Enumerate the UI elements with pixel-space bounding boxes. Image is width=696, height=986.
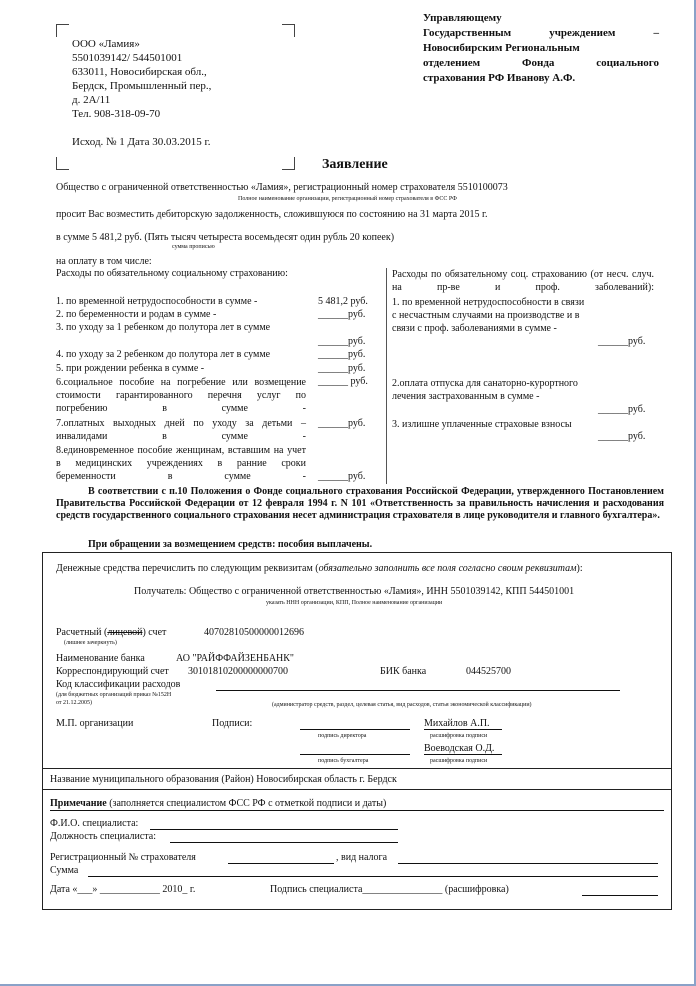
- left-item: 1. по временной нетрудоспособности в сумме -: [56, 296, 258, 307]
- left-item: 3. по уходу за 1 ребенком до полутора лет в сумме: [56, 322, 271, 333]
- column-divider: [386, 268, 387, 484]
- bank-name-label: Наименование банка: [56, 653, 145, 664]
- addressee-line: Новосибирским Региональным: [423, 42, 580, 54]
- left-item: 7.оплатных выходных дней по уходу за детьми – инвалидами в сумме -: [56, 418, 306, 442]
- left-amount: ______руб.: [318, 336, 366, 347]
- note-underline: [50, 810, 664, 811]
- specialist-sign-field[interactable]: Подпись специалиста________________ (расшифровка): [270, 884, 509, 895]
- right-item: 1. по временной нетрудоспособности в связи с несчастным случаями на производстве и в связи с проф. заболеваниями в сумме -: [392, 297, 585, 334]
- accountant-caption: подпись бухгалтера: [318, 758, 369, 764]
- sender-line: 633011, Новосибирская обл.,: [72, 66, 207, 78]
- right-item: 3. излишне уплаченные страховые взносы: [392, 419, 572, 430]
- corner-mark: [282, 24, 295, 37]
- kbk-underline: [216, 690, 620, 691]
- fio-label: Ф.И.О. специалиста:: [50, 818, 139, 829]
- kbk-note: (для бюджетных организаций приказ №152Н: [56, 692, 172, 698]
- decode-line: [582, 895, 658, 896]
- right-header: Расходы по обязательному соц. страхованию (от несч. случ. на пр-ве и проф. заболеваний):: [392, 269, 654, 293]
- reg-field[interactable]: [228, 863, 334, 864]
- left-amount: ______руб.: [318, 418, 366, 429]
- addressee-line: отделением Фонда социального: [423, 57, 659, 69]
- left-amount: ______руб.: [318, 471, 366, 482]
- corner-mark: [282, 157, 295, 170]
- reg-label: Регистрационный № страхователя: [50, 852, 196, 863]
- sender-line: ООО «Ламия»: [72, 38, 140, 50]
- left-item: 6.социальное пособие на погребение или возмещение стоимости гарантированного перечня услуг по погребению в сумме -: [56, 377, 306, 414]
- intro-note: Полное наименование организации, регистрационный номер страхователя в ФСС РФ: [238, 196, 457, 202]
- note-title: Примечание (заполняется специалистом ФСС РФ с отметкой подписи и даты): [50, 798, 387, 809]
- intro-line: на оплату в том числе:: [56, 256, 152, 267]
- left-header: Расходы по обязательному социальному страхованию:: [56, 268, 288, 279]
- tax-label: , вид налога: [336, 852, 388, 863]
- left-item: 2. по беременности и родам в сумме -: [56, 309, 217, 320]
- left-amount: 5 481,2 руб.: [318, 296, 368, 307]
- kbk-caption: (администратор средств, раздел, целевая статья, вид расходов, статья экономической классификации): [272, 702, 532, 708]
- recipient-note: указать ННН организации, КПП, Полное наименование организации: [266, 600, 443, 606]
- position-field[interactable]: [170, 842, 398, 843]
- accountant-sign-line: [300, 754, 410, 755]
- right-amount: ______руб.: [598, 431, 646, 442]
- director-name-line: [424, 729, 502, 730]
- municipal-text: Название муниципального образования (Район) Новосибирская область г. Бердск: [50, 774, 397, 785]
- addressee-line: страхования РФ Иванову А.Ф.: [423, 72, 576, 84]
- legal-text: В соответствии с п.10 Положения о Фонде социального страхования Российской Федерации, утвержденного Постановлением Правительства Российской Федерации от 12 февраля 1994 г. N 101 «Ответственность за правильность начисления и расходования средств государственного социального страхования несет администрация страхователя в лице руководителя и главного бухгалтера».: [56, 486, 664, 521]
- paid-note: При обращении за возмещением средств: пособия выплачены.: [88, 539, 373, 550]
- right-amount: ______руб.: [598, 404, 646, 415]
- intro-line: в сумме 5 481,2 руб. (Пять тысяч четыреста восемьдесят один рубль 20 копеек): [56, 232, 395, 243]
- intro-line: просит Вас возместить дебиторскую задолженность, сложившуюся по состоянию на 31 марта 2015 г.: [56, 209, 488, 220]
- sender-line: 5501039142/ 544501001: [72, 52, 183, 64]
- signatures-label: Подписи:: [212, 718, 253, 729]
- accountant-name: Воеводская О.Д.: [424, 743, 495, 754]
- left-amount: ______руб.: [318, 309, 366, 320]
- bank-name-value: АО "РАЙФФАЙЗЕНБАНК": [176, 653, 295, 664]
- left-item: 4. по уходу за 2 ребенком до полутора лет в сумме: [56, 349, 271, 360]
- sender-line: д. 2А/11: [72, 94, 111, 106]
- sum-label: Сумма: [50, 865, 79, 876]
- accountant-name-line: [424, 754, 502, 755]
- director-sign-line: [300, 729, 410, 730]
- intro-note: сумма прописью: [172, 244, 215, 250]
- account-value: 40702810500000012696: [204, 627, 304, 638]
- addressee-line: Государственным учреждением –: [423, 27, 659, 39]
- account-label: Расчетный (лицевой) счет: [56, 627, 167, 638]
- date-field[interactable]: Дата «___» ____________ 2010_ г.: [50, 884, 196, 895]
- recipient-line: Получатель: Общество с ограниченной ответственностью «Ламия», ИНН 5501039142, КПП 544501001: [134, 586, 575, 597]
- left-item: 5. при рождении ребенка в сумме -: [56, 363, 205, 374]
- left-item: 8.единовременное пособие женщинам, вставшим на учет в медицинских учреждениях в ранние сроки беременности в сумме -: [56, 445, 306, 482]
- corner-mark: [56, 24, 69, 37]
- right-amount: ______руб.: [598, 336, 646, 347]
- director-decode: расшифровка подписи: [430, 733, 488, 739]
- director-caption: подпись директора: [318, 733, 367, 739]
- addressee-line: Управляющему: [423, 12, 502, 24]
- sender-line: Бердск, Промышленный пер.,: [72, 80, 212, 92]
- corner-mark: [56, 157, 69, 170]
- corr-value: 30101810200000000700: [188, 666, 288, 677]
- bik-value: 044525700: [466, 666, 511, 677]
- fio-field[interactable]: [150, 829, 398, 830]
- tax-field[interactable]: [398, 863, 658, 864]
- kbk-label: Код классификации расходов: [56, 679, 181, 690]
- director-name: Михайлов А.П.: [424, 718, 490, 729]
- left-amount: ______руб.: [318, 363, 366, 374]
- right-item: 2.оплата отпуска для санаторно-курортного лечения застрахованным в сумме -: [392, 378, 578, 402]
- account-note: (лишнее зачеркнуть): [64, 640, 117, 646]
- intro-line: Общество с ограниченной ответственностью «Ламия», регистрационный номер страхователя 5510100073: [56, 182, 508, 193]
- left-amount: ______руб.: [318, 349, 366, 360]
- position-label: Должность специалиста:: [50, 831, 157, 842]
- left-amount: ______ руб.: [318, 376, 368, 387]
- corr-label: Корреспондирующий счет: [56, 666, 169, 677]
- bik-label: БИК банка: [380, 666, 427, 677]
- sender-line: Тел. 908-318-09-70: [72, 108, 161, 120]
- bank-intro: Денежные средства перечислить по следующим реквизитам (обязательно заполнить все поля согласно своим реквизитам):: [56, 563, 583, 574]
- accountant-decode: расшифровка подписи: [430, 758, 488, 764]
- kbk-note: от 21.12.2005): [56, 700, 93, 706]
- stamp-label: М.П. организации: [56, 718, 134, 729]
- sum-field[interactable]: [88, 876, 658, 877]
- page-title: Заявление: [322, 157, 388, 172]
- outgoing-number: Исход. № 1 Дата 30.03.2015 г.: [72, 136, 211, 148]
